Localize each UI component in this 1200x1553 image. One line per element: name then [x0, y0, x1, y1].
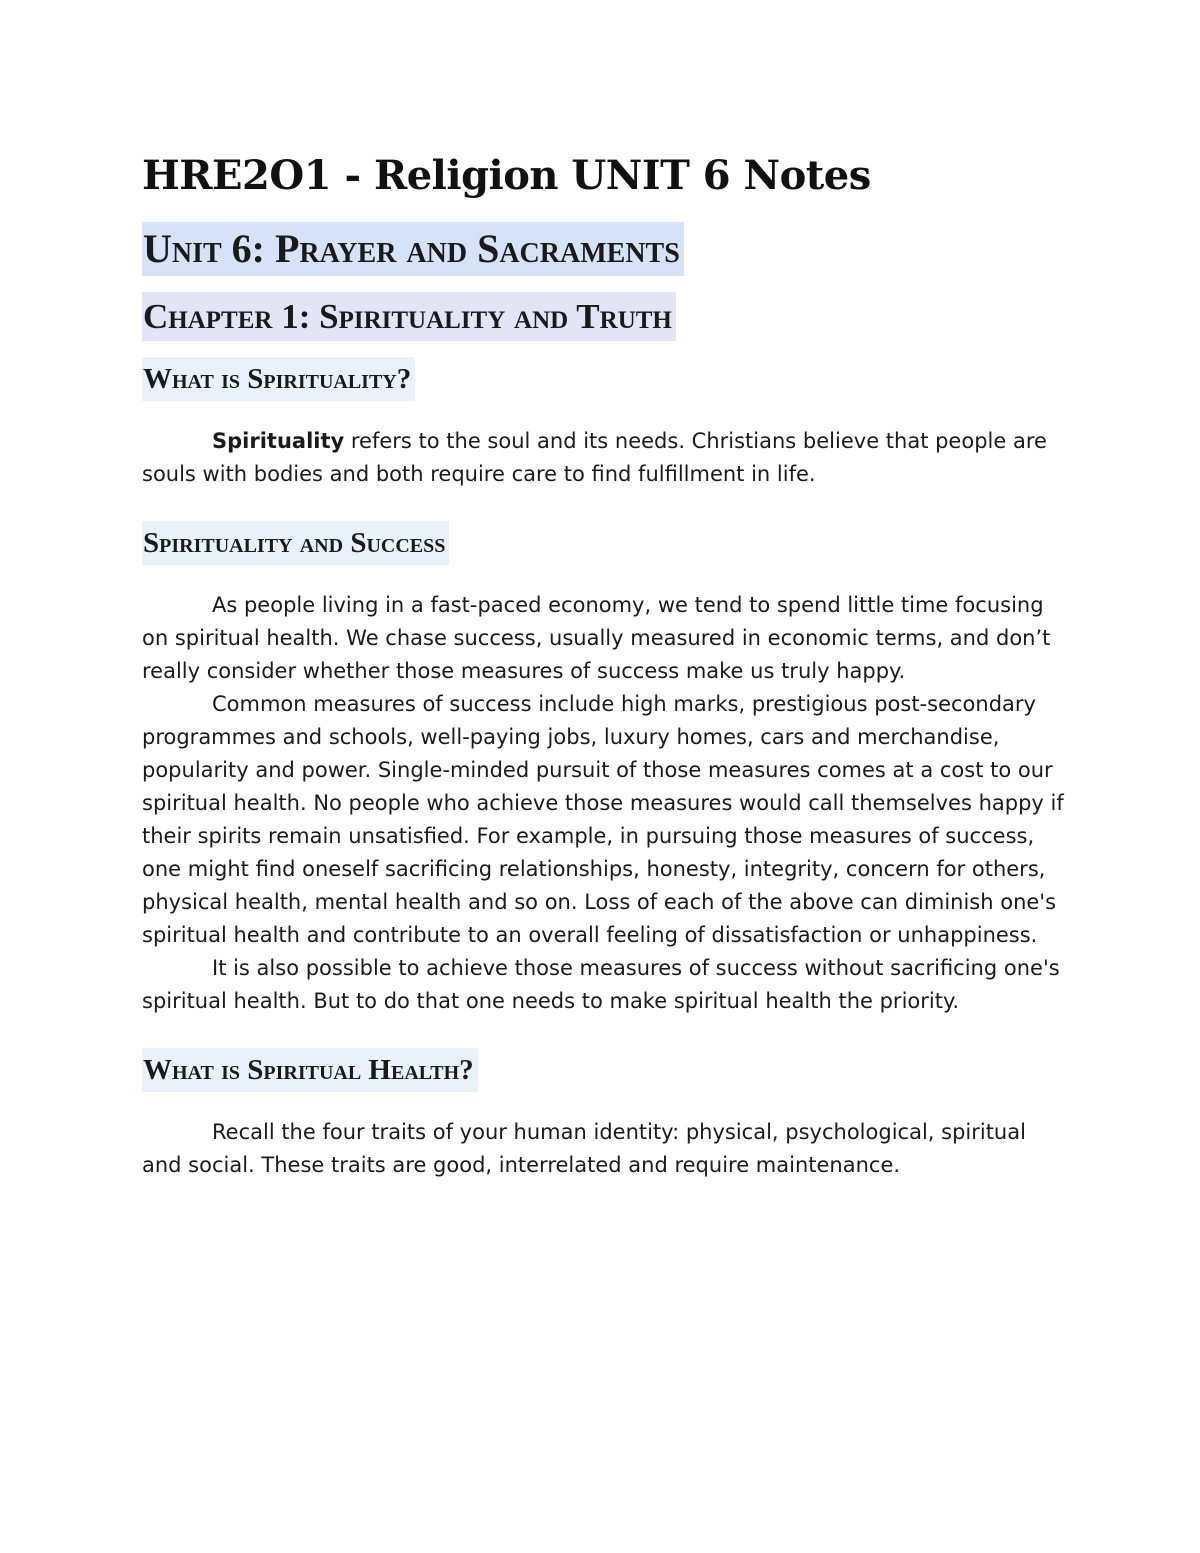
document-page — [142, 150, 1072, 1182]
chapter-heading: Chapter 1: Spirituality and Truth — [142, 292, 676, 341]
section-heading: What is Spiritual Health? — [142, 1048, 478, 1092]
section-spirituality-and-success — [142, 521, 1072, 1018]
section-heading: Spirituality and Success — [142, 521, 449, 565]
document-title: HRE2O1 - Religion UNIT 6 Notes — [142, 152, 871, 199]
paragraph: It is also possible to achieve those measures of success without sacrificing one's spiritual health. But to do that one needs to make spiritual health the priority. — [142, 956, 1060, 1013]
section-what-is-spiritual-health — [142, 1048, 1072, 1182]
unit-heading-row — [142, 222, 1072, 292]
paragraph-text: refers to the soul and its needs. Christians believe that people are souls with bodies and both require care to find fulfillment in life. — [142, 429, 1047, 486]
section-heading: What is Spirituality? — [142, 357, 415, 401]
chapter-heading-row — [142, 292, 1072, 357]
section-what-is-spirituality — [142, 357, 1072, 491]
paragraph: As people living in a fast-paced economy, we tend to spend little time focusing on spiritual health. We chase success, usually measured in economic terms, and don’t really consider whether those measures of success make us truly happy. — [142, 593, 1051, 683]
paragraph: Recall the four traits of your human identity: physical, psychological, spiritual and social. These traits are good, interrelated and require maintenance. — [142, 1120, 1026, 1177]
unit-heading: Unit 6: Prayer and Sacraments — [142, 222, 684, 276]
key-term: Spirituality — [212, 429, 345, 453]
paragraph — [142, 425, 1072, 491]
paragraph: Common measures of success include high marks, prestigious post-secondary programmes and schools, well-paying jobs, luxury homes, cars and merchandise, popularity and power. Single-minded pursuit of those measures comes at a cost to our spiritual health. No people who achieve those measures would call themselves happy if their spirits remain unsatisfied. For example, in pursuing those measures of success, one might find oneself sacrificing relationships, honesty, integrity, concern for others, physical health, mental health and so on. Loss of each of the above can diminish one's spiritual health and contribute to an overall feeling of dissatisfaction or unhappiness. — [142, 692, 1064, 947]
